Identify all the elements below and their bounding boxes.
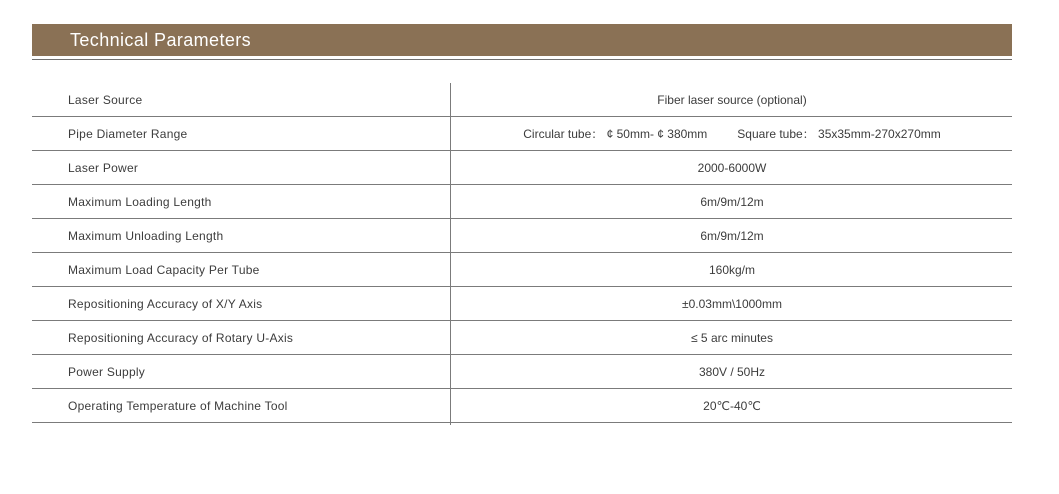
max-load-capacity-value: 160kg/m (708, 263, 756, 277)
laser-power-value: 2000-6000W (697, 161, 767, 175)
section-header-bar (32, 24, 1012, 56)
max-loading-length-label: Maximum Loading Length (68, 195, 212, 209)
max-load-capacity-label: Maximum Load Capacity Per Tube (68, 263, 260, 277)
table-row-max-unloading-length (32, 219, 1012, 253)
technical-parameters-table (32, 83, 1012, 423)
power-supply-value: 380V / 50Hz (698, 365, 766, 379)
table-row-power-supply (32, 355, 1012, 389)
table-row-repositioning-xy (32, 287, 1012, 321)
power-supply-label: Power Supply (68, 365, 146, 379)
table-row-laser-power (32, 151, 1012, 185)
pipe-diameter-square-value: Square tube： 35x35mm-270x270mm (737, 127, 941, 141)
max-unloading-length-value: 6m/9m/12m (700, 229, 764, 243)
table-row-repositioning-u (32, 321, 1012, 355)
header-divider (32, 59, 1012, 60)
table-row-operating-temperature (32, 389, 1012, 423)
max-unloading-length-label: Maximum Unloading Length (68, 229, 224, 243)
pipe-diameter-value (452, 117, 1012, 150)
operating-temperature-value: 20℃-40℃ (703, 399, 761, 413)
table-row-laser-source (32, 83, 1012, 117)
repositioning-u-value: ≤ 5 arc minutes (691, 331, 773, 345)
column-divider (450, 83, 451, 425)
operating-temperature-label: Operating Temperature of Machine Tool (68, 399, 288, 413)
laser-power-label: Laser Power (68, 161, 139, 175)
section-title: Technical Parameters (70, 30, 252, 50)
max-loading-length-value: 6m/9m/12m (700, 195, 764, 209)
pipe-diameter-circular-value: Circular tube： ¢ 50mm- ¢ 380mm (523, 127, 708, 141)
repositioning-xy-label: Repositioning Accuracy of X/Y Axis (68, 297, 263, 311)
table-row-pipe-diameter (32, 117, 1012, 151)
repositioning-u-label: Repositioning Accuracy of Rotary U-Axis (68, 331, 294, 345)
repositioning-xy-value: ±0.03mm\1000mm (682, 297, 782, 311)
table-row-max-load-capacity (32, 253, 1012, 287)
laser-source-value: Fiber laser source (optional) (657, 93, 807, 107)
laser-source-label: Laser Source (68, 93, 143, 107)
table-row-max-loading-length (32, 185, 1012, 219)
pipe-diameter-label: Pipe Diameter Range (68, 127, 188, 141)
